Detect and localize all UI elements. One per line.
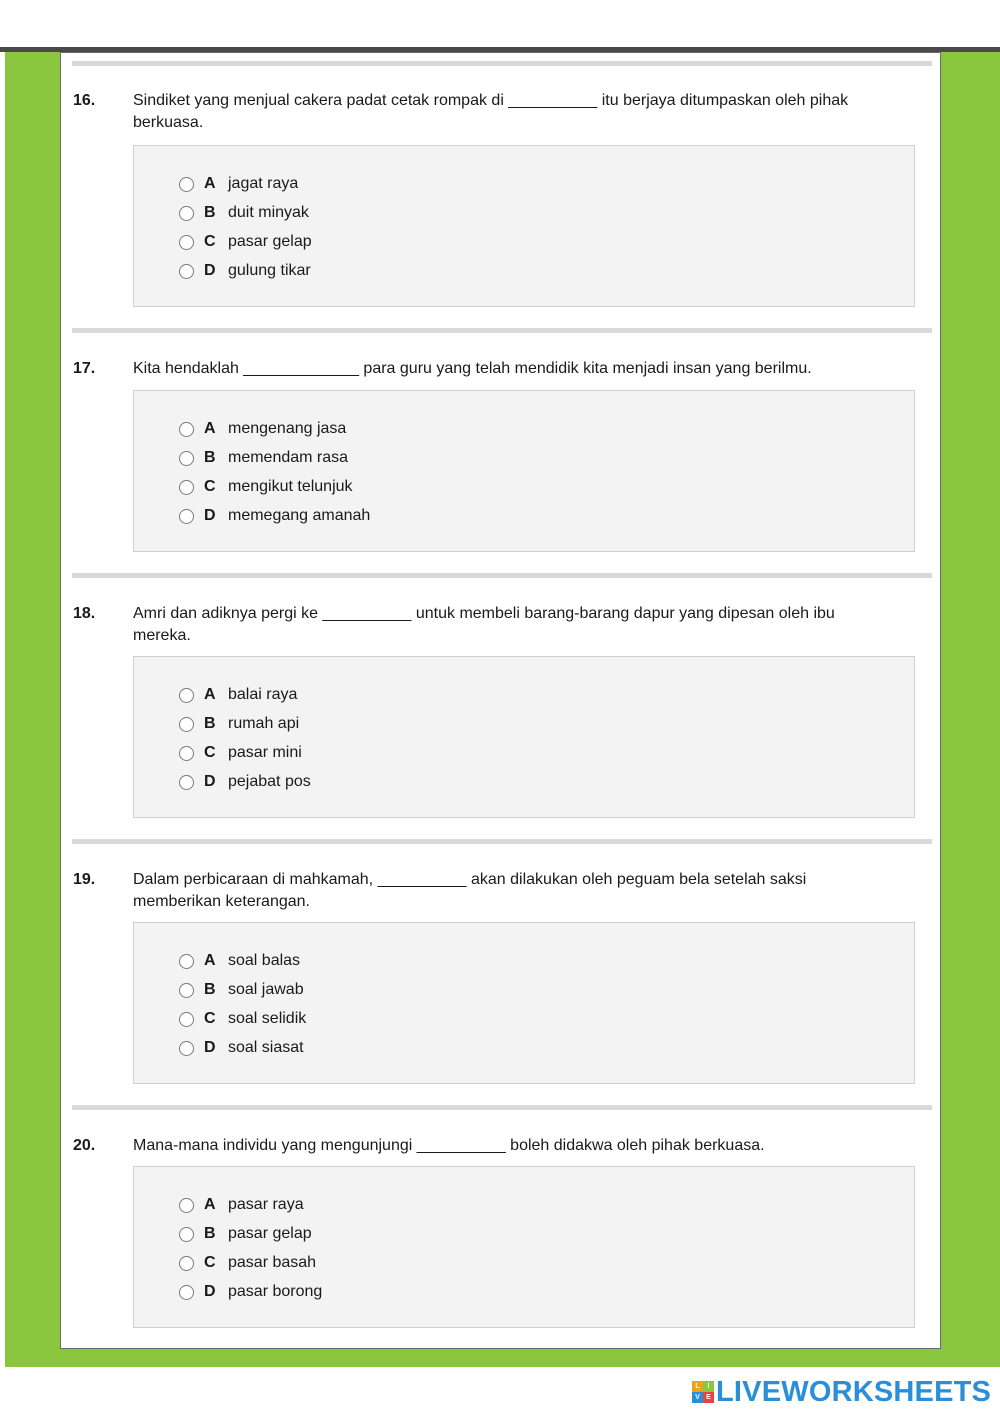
- option-d[interactable]: [179, 771, 311, 793]
- logo-mark-icon: [692, 1381, 714, 1403]
- option-label: duit minyak: [228, 204, 309, 221]
- option-d[interactable]: [179, 260, 311, 282]
- option-letter: A: [204, 952, 216, 969]
- option-label: jagat raya: [228, 175, 299, 192]
- question-text-line: berkuasa.: [133, 114, 204, 131]
- radio-button[interactable]: [179, 422, 194, 437]
- option-c[interactable]: [179, 231, 312, 253]
- option-b[interactable]: [179, 979, 304, 1001]
- question-text: [133, 869, 933, 913]
- question-number: 18.: [73, 605, 96, 622]
- question-number: 19.: [73, 871, 96, 888]
- option-letter: C: [204, 233, 216, 250]
- option-c[interactable]: [179, 476, 353, 498]
- option-letter: C: [204, 744, 216, 761]
- option-letter: C: [204, 1010, 216, 1027]
- option-label: pasar gelap: [228, 1225, 312, 1242]
- option-label: mengikut telunjuk: [228, 478, 353, 495]
- radio-button[interactable]: [179, 451, 194, 466]
- radio-button[interactable]: [179, 1198, 194, 1213]
- option-label: memendam rasa: [228, 449, 349, 466]
- option-letter: D: [204, 1283, 216, 1300]
- option-a[interactable]: [179, 684, 297, 706]
- option-label: rumah api: [228, 715, 300, 732]
- logo-letter: L: [692, 1381, 703, 1392]
- option-letter: B: [204, 1225, 216, 1242]
- option-label: pasar borong: [228, 1283, 323, 1300]
- option-a[interactable]: [179, 950, 300, 972]
- option-letter: B: [204, 449, 216, 466]
- option-c[interactable]: [179, 1008, 306, 1030]
- logo-letter: E: [703, 1392, 714, 1403]
- question-text-line: Mana-mana individu yang mengunjungi __________ boleh didakwa oleh pihak berkuasa.: [133, 1137, 765, 1154]
- option-a[interactable]: [179, 1194, 304, 1216]
- option-label: pasar raya: [228, 1196, 304, 1213]
- option-letter: D: [204, 507, 216, 524]
- option-letter: B: [204, 981, 216, 998]
- option-letter: B: [204, 715, 216, 732]
- option-a[interactable]: [179, 418, 346, 440]
- radio-button[interactable]: [179, 509, 194, 524]
- option-b[interactable]: [179, 713, 299, 735]
- question-text-line: Dalam perbicaraan di mahkamah, __________ akan dilakukan oleh peguam bela setelah saksi: [133, 871, 807, 888]
- radio-button[interactable]: [179, 1285, 194, 1300]
- option-b[interactable]: [179, 447, 348, 469]
- option-c[interactable]: [179, 1252, 316, 1274]
- radio-button[interactable]: [179, 1012, 194, 1027]
- logo-letter: V: [692, 1392, 703, 1403]
- option-label: soal siasat: [228, 1039, 304, 1056]
- radio-button[interactable]: [179, 1256, 194, 1271]
- question-text-line: memberikan keterangan.: [133, 893, 310, 910]
- question-separator: [72, 1105, 932, 1110]
- radio-button[interactable]: [179, 954, 194, 969]
- question-separator: [72, 573, 932, 578]
- option-label: memegang amanah: [228, 507, 371, 524]
- radio-button[interactable]: [179, 264, 194, 279]
- radio-button[interactable]: [179, 983, 194, 998]
- option-letter: B: [204, 204, 216, 221]
- option-letter: A: [204, 686, 216, 703]
- options-box: [133, 922, 915, 1084]
- option-label: soal jawab: [228, 981, 304, 998]
- option-letter: C: [204, 1254, 216, 1271]
- radio-button[interactable]: [179, 688, 194, 703]
- option-label: gulung tikar: [228, 262, 311, 279]
- question-text-line: Kita hendaklah _____________ para guru yang telah mendidik kita menjadi insan yang berilmu.: [133, 360, 812, 377]
- option-c[interactable]: [179, 742, 302, 764]
- question-text-line: Sindiket yang menjual cakera padat cetak rompak di __________ itu berjaya ditumpaskan oleh pihak: [133, 92, 849, 109]
- option-label: pasar basah: [228, 1254, 317, 1271]
- option-d[interactable]: [179, 1281, 322, 1303]
- question-text-line: Amri dan adiknya pergi ke __________ untuk membeli barang-barang dapur yang dipesan oleh ibu: [133, 605, 835, 622]
- question-separator: [72, 328, 932, 333]
- question-text: [133, 1135, 933, 1157]
- question-separator: [72, 61, 932, 66]
- logo-text: LIVEWORKSHEETS: [716, 1375, 992, 1408]
- option-label: soal balas: [228, 952, 301, 969]
- radio-button[interactable]: [179, 177, 194, 192]
- liveworksheets-logo[interactable]: [692, 1375, 991, 1409]
- radio-button[interactable]: [179, 235, 194, 250]
- radio-button[interactable]: [179, 480, 194, 495]
- options-box: [133, 656, 915, 818]
- question-text-line: mereka.: [133, 627, 191, 644]
- options-box: [133, 390, 915, 552]
- question-text: [133, 603, 933, 647]
- question-separator: [72, 839, 932, 844]
- option-b[interactable]: [179, 1223, 312, 1245]
- options-box: [133, 145, 915, 307]
- question-number: 16.: [73, 92, 96, 109]
- radio-button[interactable]: [179, 1041, 194, 1056]
- option-letter: A: [204, 420, 216, 437]
- option-a[interactable]: [179, 173, 298, 195]
- option-label: pasar gelap: [228, 233, 312, 250]
- option-letter: A: [204, 1196, 216, 1213]
- question-number: 20.: [73, 1137, 96, 1154]
- option-label: pejabat pos: [228, 773, 311, 790]
- option-label: balai raya: [228, 686, 298, 703]
- option-b[interactable]: [179, 202, 309, 224]
- question-text: [133, 90, 933, 134]
- option-letter: D: [204, 1039, 216, 1056]
- option-label: pasar mini: [228, 744, 302, 761]
- logo-letter: I: [703, 1381, 714, 1392]
- option-label: soal selidik: [228, 1010, 307, 1027]
- option-label: mengenang jasa: [228, 420, 347, 437]
- question-number: 17.: [73, 360, 96, 377]
- option-d[interactable]: [179, 1037, 304, 1059]
- radio-button[interactable]: [179, 206, 194, 221]
- option-letter: D: [204, 773, 216, 790]
- radio-button[interactable]: [179, 717, 194, 732]
- option-letter: D: [204, 262, 216, 279]
- options-box: [133, 1166, 915, 1328]
- radio-button[interactable]: [179, 746, 194, 761]
- radio-button[interactable]: [179, 775, 194, 790]
- question-text: [133, 358, 933, 380]
- option-letter: A: [204, 175, 216, 192]
- option-letter: C: [204, 478, 216, 495]
- radio-button[interactable]: [179, 1227, 194, 1242]
- option-d[interactable]: [179, 505, 370, 527]
